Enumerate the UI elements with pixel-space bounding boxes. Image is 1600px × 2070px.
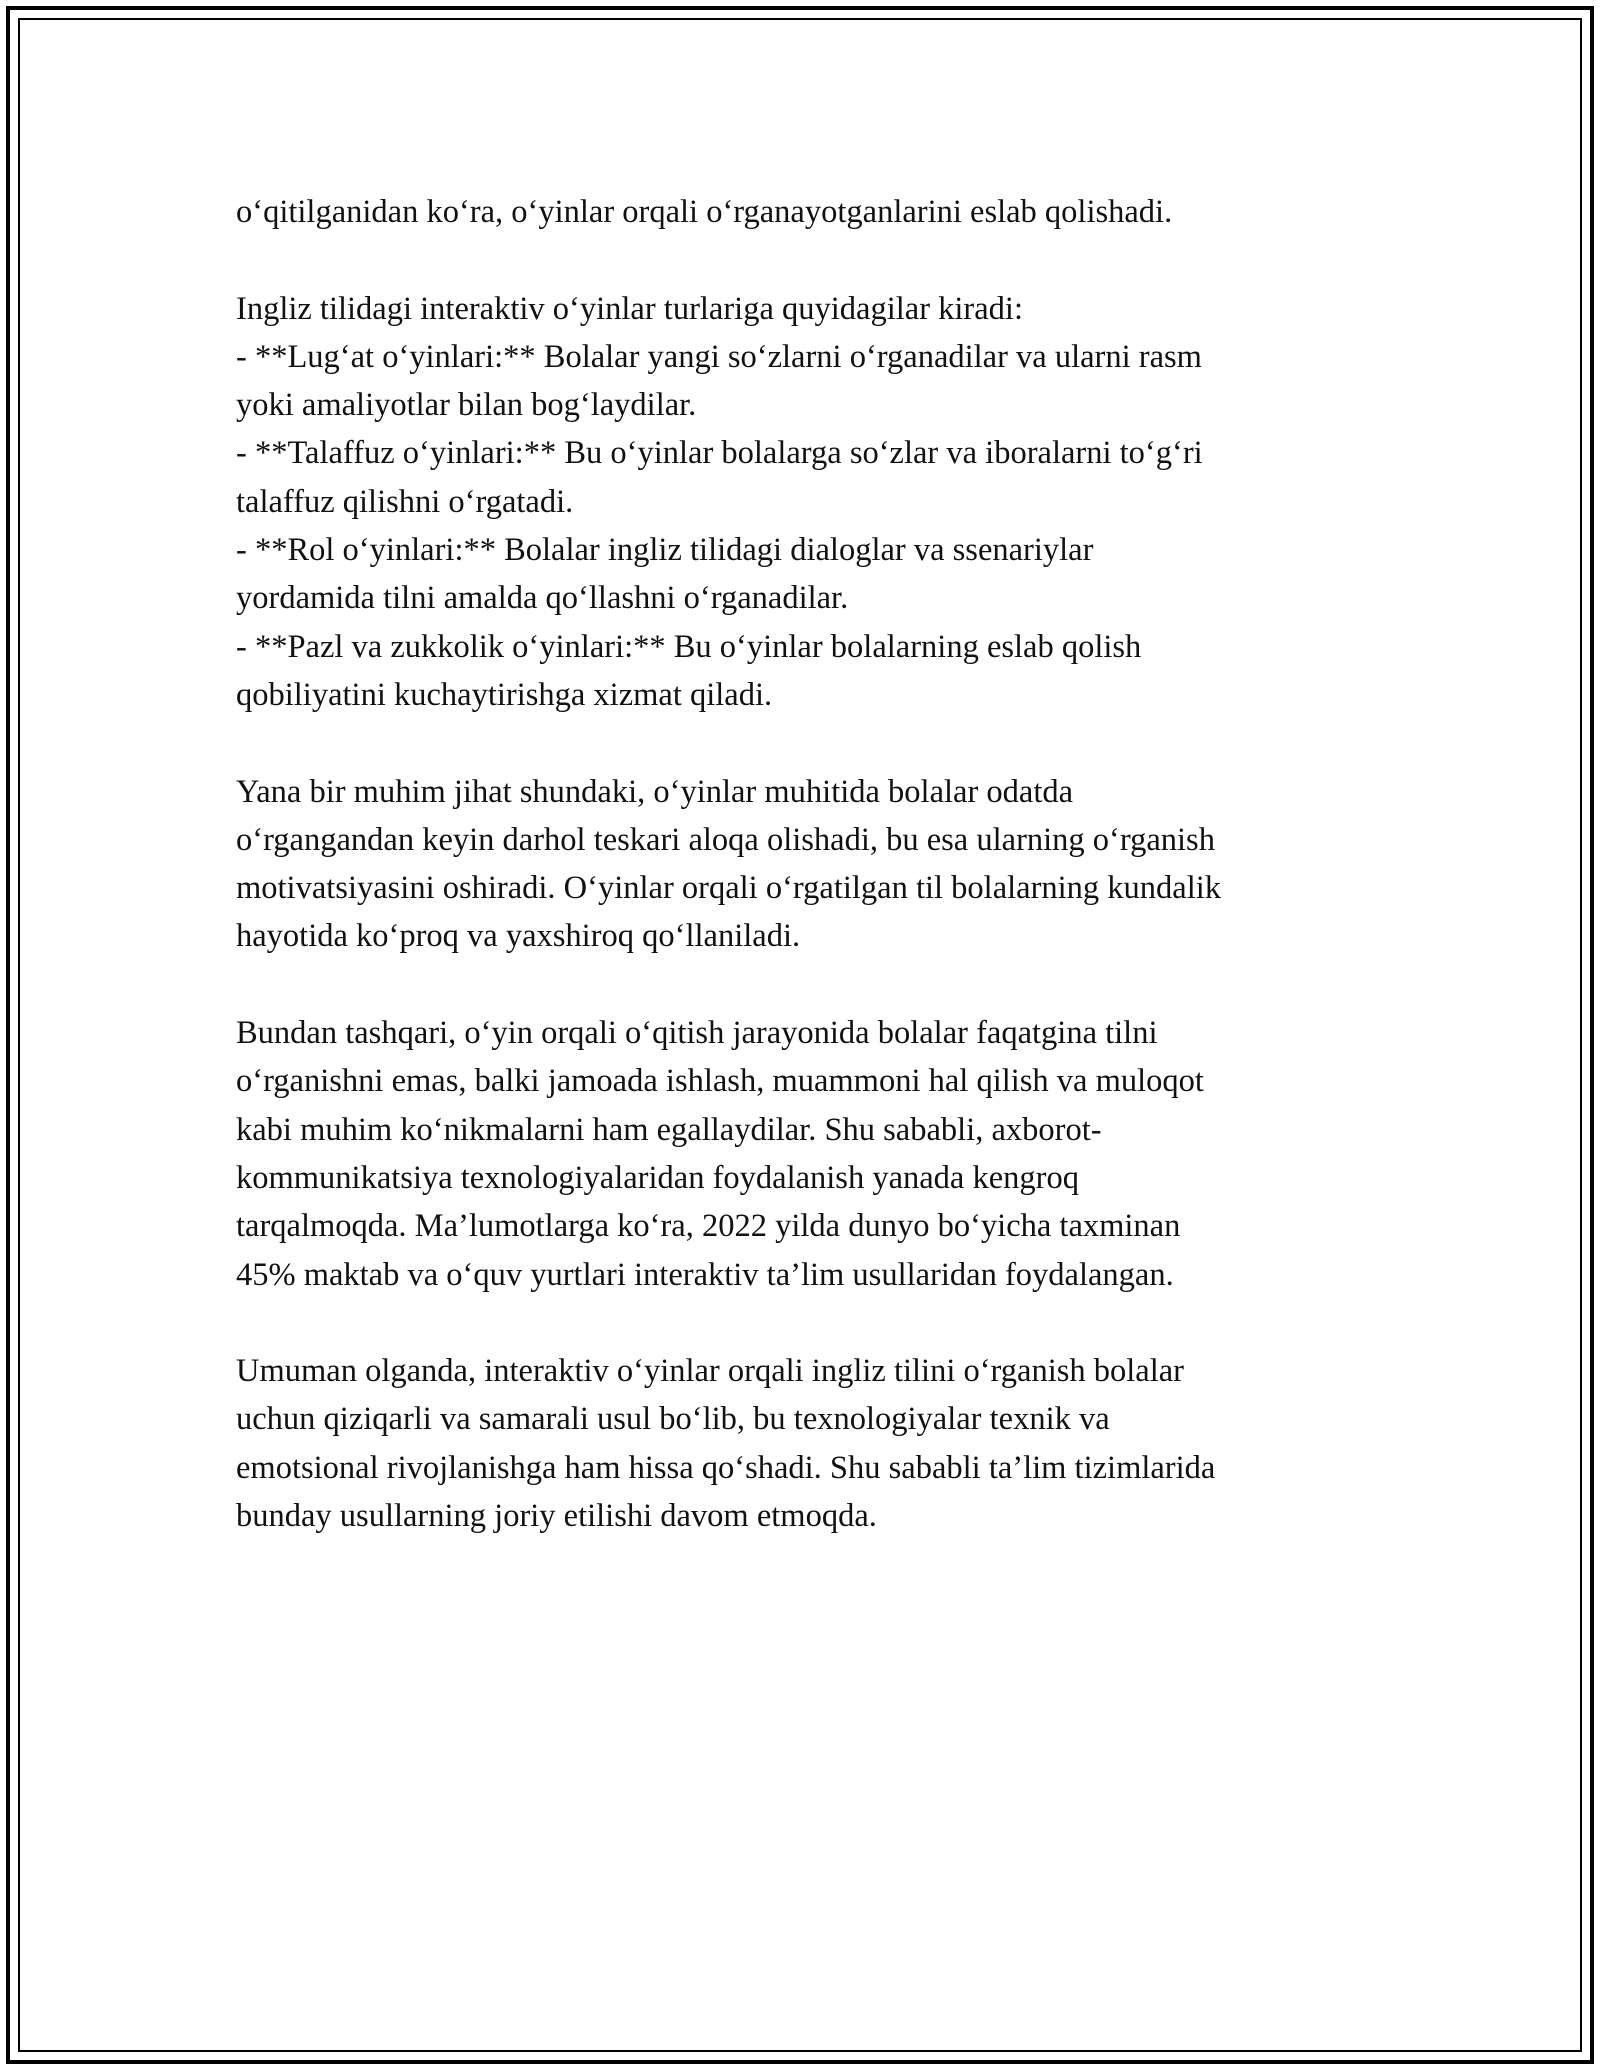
paragraph-gap	[236, 719, 1376, 767]
text-line: o‘rganishni emas, balki jamoada ishlash, muammoni hal qilish va muloqot	[236, 1063, 1204, 1100]
paragraph-gap	[236, 961, 1376, 1009]
text-line: motivatsiyasini oshiradi. O‘yinlar orqali o‘rgatilgan til bolalarning kundalik	[236, 870, 1222, 907]
text-line: bunday usullarning joriy etilishi davom etmoqda.	[236, 1498, 877, 1535]
text-line: yoki amaliyotlar bilan bog‘laydilar.	[236, 387, 697, 424]
text-line: emotsional rivojlanishga ham hissa qo‘shadi. Shu sababli ta’lim tizimlarida	[236, 1449, 1216, 1486]
paragraph-skills	[236, 1009, 1376, 1299]
list-item-role-play: - **Rol o‘yinlari:** Bolalar ingliz tilidagi dialoglar va ssenariylar	[236, 532, 1094, 569]
text-line: hayotida ko‘proq va yaxshiroq qo‘llaniladi.	[236, 918, 801, 955]
text-line: Umuman olganda, interaktiv o‘yinlar orqali ingliz tilini o‘rganish bolalar	[236, 1353, 1184, 1390]
text-line: talaffuz qilishni o‘rgatadi.	[236, 483, 574, 520]
text-line: kommunikatsiya texnologiyalaridan foydalanish yanada kengroq	[236, 1159, 1079, 1196]
text-line: o‘rgangandan keyin darhol teskari aloqa olishadi, bu esa ularning o‘rganish	[236, 821, 1215, 858]
text-line: Bundan tashqari, o‘yin orqali o‘qitish jarayonida bolalar faqatgina tilni	[236, 1015, 1158, 1052]
text-line: tarqalmoqda. Ma’lumotlarga ko‘ra, 2022 yilda dunyo bo‘yicha taxminan	[236, 1208, 1181, 1245]
text-line: yordamida tilni amalda qo‘llashni o‘rganadilar.	[236, 580, 849, 617]
list-item-puzzle: - **Pazl va zukkolik o‘yinlari:** Bu o‘yinlar bolalarning eslab qolish	[236, 628, 1142, 665]
text-line: o‘qitilganidan ko‘ra, o‘yinlar orqali o‘rganayotganlarini eslab qolishadi.	[236, 194, 1173, 230]
text-line: qobiliyatini kuchaytirishga xizmat qiladi.	[236, 676, 773, 713]
paragraph-intro-continuation	[236, 188, 1376, 236]
paragraph-conclusion	[236, 1347, 1376, 1540]
paragraph-gap	[236, 1299, 1376, 1347]
text-line: Yana bir muhim jihat shundaki, o‘yinlar muhitida bolalar odatda	[236, 773, 1074, 810]
text-line: 45% maktab va o‘quv yurtlari interaktiv ta’lim usullaridan foydalangan.	[236, 1256, 1174, 1293]
list-item-vocabulary: - **Lug‘at o‘yinlari:** Bolalar yangi so‘zlarni o‘rganadilar va ularni rasm	[236, 338, 1202, 375]
text-line: Ingliz tilidagi interaktiv o‘yinlar turlariga quyidagilar kiradi:	[236, 290, 1023, 327]
document-body	[236, 188, 1376, 1540]
list-item-pronunciation: - **Talaffuz o‘yinlari:** Bu o‘yinlar bolalarga so‘zlar va iboralarni to‘g‘ri	[236, 435, 1203, 472]
paragraph-game-types	[236, 285, 1376, 720]
paragraph-gap	[236, 236, 1376, 284]
text-line: uchun qiziqarli va samarali usul bo‘lib, bu texnologiyalar texnik va	[236, 1401, 1110, 1438]
text-line: kabi muhim ko‘nikmalarni ham egallaydilar. Shu sababli, axborot-	[236, 1111, 1102, 1148]
paragraph-feedback	[236, 768, 1376, 961]
